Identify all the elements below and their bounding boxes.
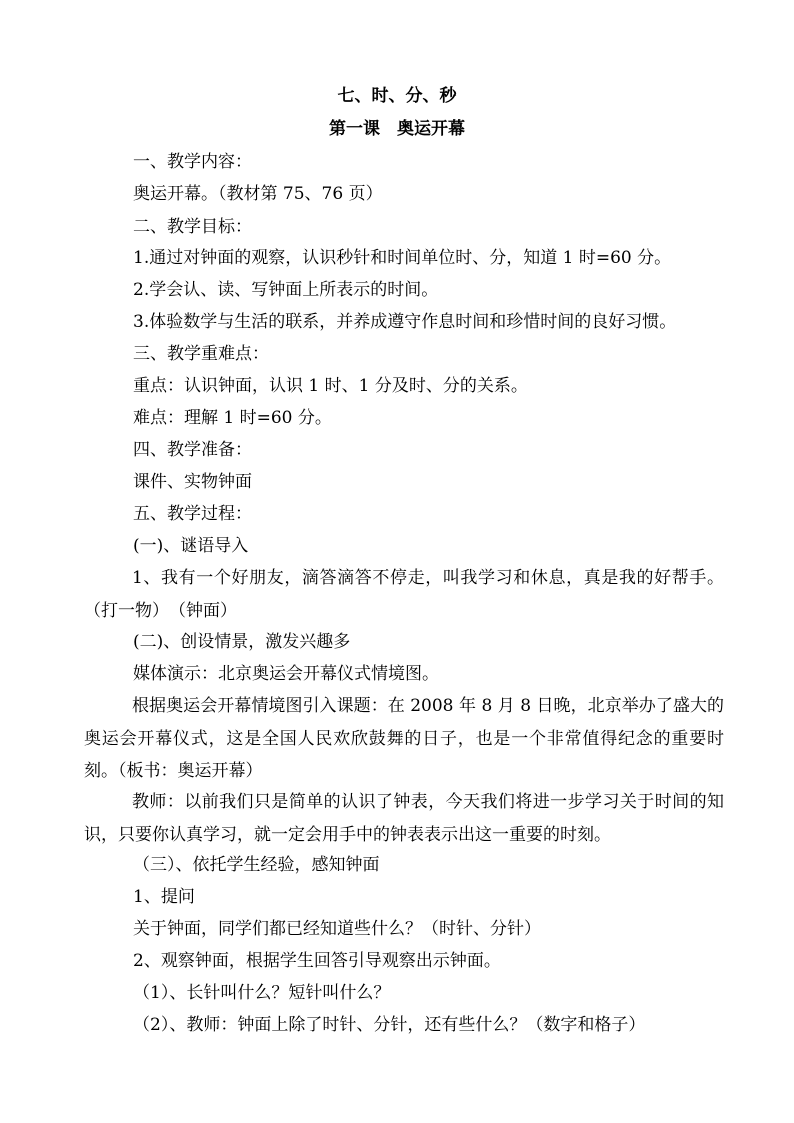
heading-teaching-content: 一、教学内容： — [133, 152, 252, 172]
heading-process: 五、教学过程： — [133, 504, 252, 524]
subitem-hands: （1）、长针叫什么？短针叫什么？ — [133, 983, 391, 1003]
goal-item-2: 2.学会认、读、写钟面上所表示的时间。 — [133, 280, 439, 300]
text-difficult-point: 难点：理解 1 时=60 分。 — [133, 408, 332, 428]
goal-item-3: 3.体验数学与生活的联系，并养成遵守作息时间和珍惜时间的良好习惯。 — [133, 312, 677, 332]
section-scenario-heading: (二)、创设情景，激发兴趣多 — [133, 632, 351, 652]
item-observe-clock: 2、观察钟面，根据学生回答引导观察出示钟面。 — [133, 951, 501, 971]
text-media-demo: 媒体演示：北京奥运会开幕仪式情境图。 — [133, 664, 439, 684]
text-preparation: 课件、实物钟面 — [133, 472, 252, 492]
section-clock-face-heading: （三）、依托学生经验，感知钟面 — [133, 855, 380, 875]
paragraph-teacher: 教师：以前我们只是简单的认识了钟表，今天我们将进一步学习关于时间的知识，只要你认真学习，就一定会用手中的钟表表示出这一重要的时刻。 — [84, 792, 724, 845]
text-question-clock: 关于钟面，同学们都已经知道些什么？（时针、分针） — [133, 919, 541, 939]
subitem-numbers-grid: （2）、教师：钟面上除了时针、分针，还有些什么？（数字和格子） — [133, 1015, 646, 1035]
doc-title: 七、时、分、秒 — [337, 86, 457, 106]
heading-teaching-goals: 二、教学目标： — [133, 217, 252, 237]
paragraph-olympics: 根据奥运会开幕情境图引入课题：在 2008 年 8 月 8 日晚，北京举办了盛大的奥运会开幕仪式，这是全国人民欢欣鼓舞的日子，也是一个非常值得纪念的重要时刻。（板书：奥运开幕） — [84, 696, 724, 782]
item-question: 1、提问 — [133, 887, 195, 907]
doc-subtitle: 第一课 奥运开幕 — [329, 119, 465, 139]
section-riddle-heading: (一)、谜语导入 — [133, 536, 249, 556]
text-key-point: 重点：认识钟面，认识 1 时、1 分及时、分的关系。 — [133, 376, 528, 396]
paragraph-riddle: 1、我有一个好朋友，滴答滴答不停走，叫我学习和休息，真是我的好帮手。（打一物） （钟面） — [84, 568, 724, 621]
goal-item-1: 1.通过对钟面的观察，认识秒针和时间单位时、分，知道 1 时=60 分。 — [133, 248, 672, 268]
heading-key-points: 三、教学重难点： — [133, 344, 269, 364]
heading-preparation: 四、教学准备： — [133, 440, 252, 460]
text-teaching-content: 奥运开幕。（教材第 75、76 页） — [133, 184, 383, 204]
